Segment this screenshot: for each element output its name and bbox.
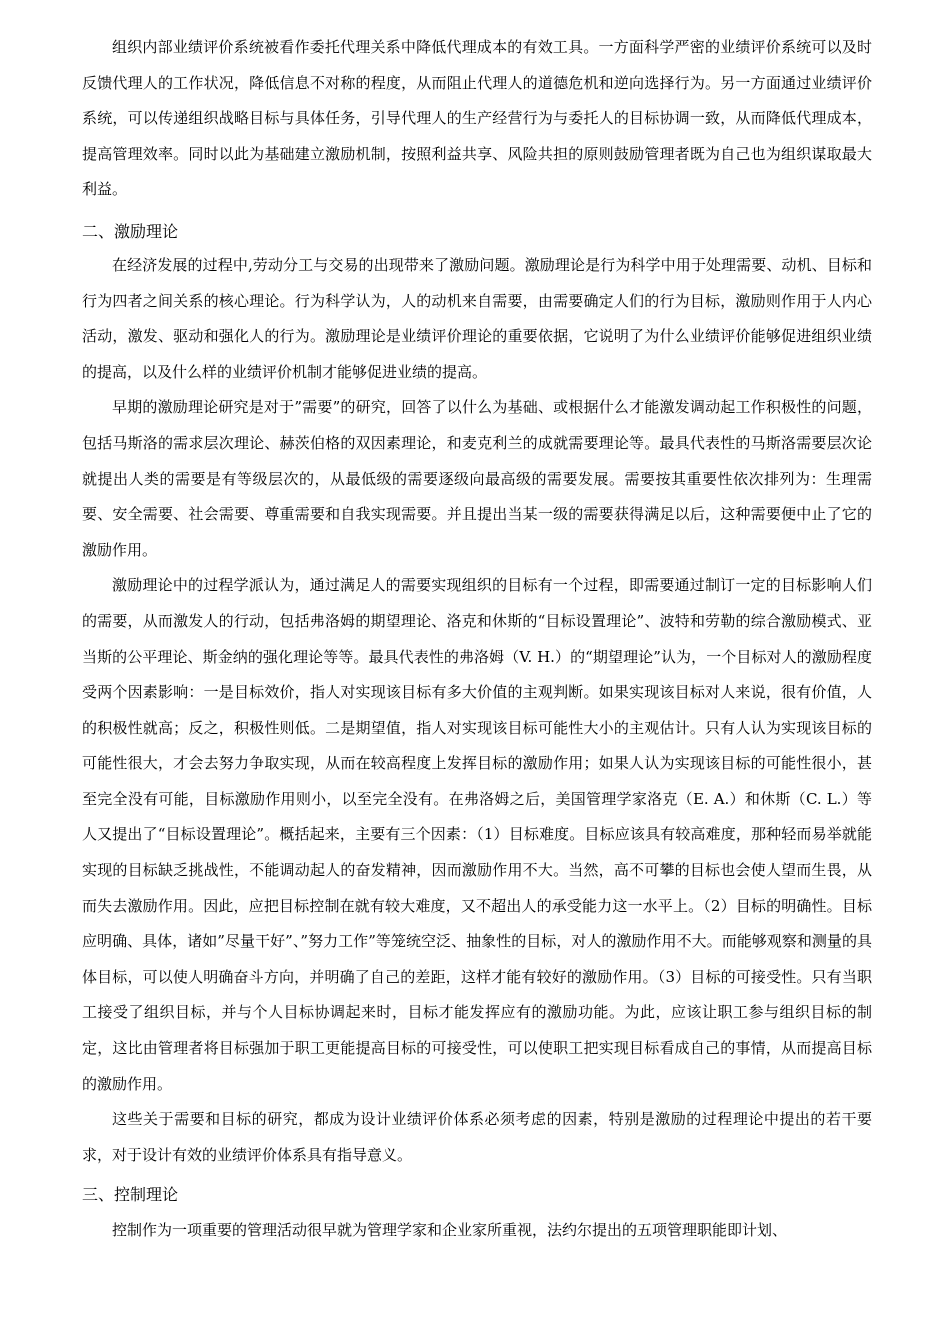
section-heading-incentive-theory: 二、激励理论	[82, 221, 179, 241]
paragraph-process-theory: 激励理论中的过程学派认为，通过满足人的需要实现组织的目标有一个过程，即需要通过制订一定的目标影响人们的需要，从而激发人的行动，包括弗洛姆的期望理论、洛克和休斯的“目标设置理论”、波特和劳勒的综合激励模式、亚当斯的公平理论、斯金纳的强化理论等等。最具代表性的弗洛姆（V. H.）的“期望理论”认为，一个目标对人的激励程度受两个因素影响：一是目标效价，指人对实现该目标有多大价值的主观判断。如果实现该目标对人来说，很有价值，人的积极性就高；反之，积极性则低。二是期望值，指人对实现该目标可能性大小的主观估计。只有人认为实现该目标的可能性很大，才会去努力争取实现，从而在较高程度上发挥目标的激励作用；如果人认为实现该目标的可能性很小，甚至完全没有可能，目标激励作用则小，以至完全没有。在弗洛姆之后，美国管理学家洛克（E. A.）和休斯（C. L.）等人又提出了“目标设置理论”。概括起来，主要有三个因素：（1）目标难度。目标应该具有较高难度，那种轻而易举就能实现的目标缺乏挑战性，不能调动起人的奋发精神，因而激励作用不大。当然，高不可攀的目标也会使人望而生畏，从而失去激励作用。因此，应把目标控制在就有较大难度，又不超出人的承受能力这一水平上。（2）目标的明确性。目标应明确、具体，诸如”尽量干好”、”努力工作”等笼统空泛、抽象性的目标，对人的激励作用不大。而能够观察和测量的具体目标，可以使人明确奋斗方向，并明确了自己的差距，这样才能有较好的激励作用。（3）目标的可接受性。只有当职工接受了组织目标，并与个人目标协调起来时，目标才能发挥应有的激励功能。为此，应该让职工参与组织目标的制定，这比由管理者将目标强加于职工更能提高目标的可接受性，可以使职工把实现目标看成自己的事情，从而提高目标的激励作用。	[82, 576, 872, 1093]
section-heading-control-theory: 三、控制理论	[82, 1185, 179, 1205]
paragraph-control-intro: 控制作为一项重要的管理活动很早就为管理学家和企业家所重视，法约尔提出的五项管理职能即计划、	[112, 1221, 788, 1240]
paragraph-agency-theory: 组织内部业绩评价系统被看作委托代理关系中降低代理成本的有效工具。一方面科学严密的业绩评价系统可以及时反馈代理人的工作状况，降低信息不对称的程度，从而阻止代理人的道德危机和逆向选择行为。另一方面通过业绩评价系统，可以传递组织战略目标与具体任务，引导代理人的生产经营行为与委托人的目标协调一致，从而降低代理成本，提高管理效率。同时以此为基础建立激励机制，按照利益共享、风险共担的原则鼓励管理者既为自己也为组织谋取最大利益。	[82, 38, 872, 199]
document-page	[82, 30, 872, 1249]
paragraph-incentive-intro: 在经济发展的过程中,劳动分工与交易的出现带来了激励问题。激励理论是行为科学中用于处理需要、动机、目标和行为四者之间关系的核心理论。行为科学认为，人的动机来自需要，由需要确定人们的行为目标，激励则作用于人内心活动，激发、驱动和强化人的行为。激励理论是业绩评价理论的重要依据，它说明了为什么业绩评价能够促进组织业绩的提高，以及什么样的业绩评价机制才能够促进业绩的提高。	[82, 255, 872, 381]
paragraph-early-need-theory: 早期的激励理论研究是对于”需要”的研究，回答了以什么为基础、或根据什么才能激发调动起工作积极性的问题，包括马斯洛的需求层次理论、赫茨伯格的双因素理论，和麦克利兰的成就需要理论等。最具代表性的马斯洛需要层次论就提出人类的需要是有等级层次的，从最低级的需要逐级向最高级的需要发展。需要按其重要性依次排列为：生理需要、安全需要、社会需要、尊重需要和自我实现需要。并且提出当某一级的需要获得满足以后，这种需要便中止了它的激励作用。	[82, 398, 872, 559]
paragraph-incentive-summary: 这些关于需要和目标的研究，都成为设计业绩评价体系必须考虑的因素，特别是激励的过程理论中提出的若干要求，对于设计有效的业绩评价体系具有指导意义。	[82, 1110, 872, 1164]
